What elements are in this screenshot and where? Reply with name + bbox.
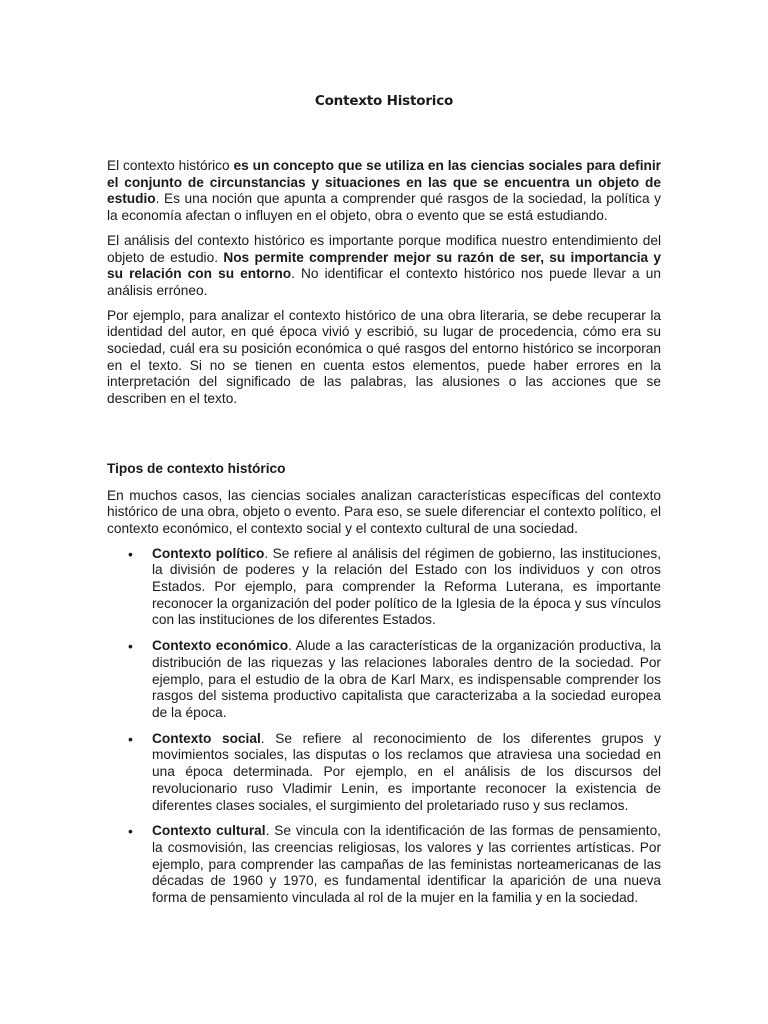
intro-paragraph-3: Por ejemplo, para analizar el contexto histórico de una obra literaria, se debe recuperar la identidad del autor, en qué época vivió y escribió, su lugar de procedencia, cómo era su sociedad, cuál era su posición económica o qué rasgos del entorno histórico se incorporan en el texto. Si no se tienen en cuenta estos elementos, puede haber errores en la interpretación del significado de las palabras, las alusiones o las acciones que se describen en el texto. <box>107 307 661 407</box>
intro-paragraph-2 <box>107 233 661 300</box>
list-item <box>107 731 661 815</box>
list-item-term: Contexto social <box>152 730 261 746</box>
intro-paragraph-1-start: El contexto histórico <box>107 158 234 173</box>
list-item-text: . Se refiere al análisis del régimen de gobierno, las instituciones, la división de poderes y la relación del Estado con los individuos y con otros Estados. Por ejemplo, para comprender la Reforma Luterana, es importante reconocer la organización del poder político de la Iglesia de la época y sus vínculos con las instituciones de los diferentes Estados. <box>152 545 661 628</box>
list-item-text: . Se refiere al reconocimiento de los diferentes grupos y movimientos sociales, las disputas o los reclamos que atraviesa una sociedad en una época determinada. Por ejemplo, en el análisis de los discursos del revolucionario ruso Vladimir Lenin, es importante reconocer la existencia de diferentes clases sociales, el surgimiento del proletariado ruso y sus reclamos. <box>152 730 661 813</box>
intro-paragraph-2-end: . No identificar el contexto histórico nos puede llevar a un análisis erróneo. <box>107 266 661 298</box>
list-item <box>107 638 661 722</box>
list-item <box>107 823 661 907</box>
bullet-icon: • <box>128 823 133 840</box>
bullet-icon: • <box>128 730 133 747</box>
list-item <box>107 546 661 630</box>
types-list <box>107 546 661 907</box>
bullet-icon: • <box>128 638 133 655</box>
list-item-term: Contexto económico <box>152 638 289 654</box>
section-heading: Tipos de contexto histórico <box>107 460 286 476</box>
list-item-term: Contexto político <box>152 545 265 561</box>
bullet-icon: • <box>128 545 133 562</box>
document-body <box>107 158 661 916</box>
section-spacer <box>107 416 661 461</box>
intro-paragraph-2-bold: Nos permite comprender mejor su razón de ser, su importancia y su relación con su entorno <box>107 249 662 282</box>
list-item-term: Contexto cultural <box>152 823 266 839</box>
intro-paragraph-1 <box>107 158 661 225</box>
types-intro-paragraph: En muchos casos, las ciencias sociales analizan características específicas del contexto histórico de una obra, objeto o evento. Para eso, se suele diferenciar el contexto político, el contexto económico, el contexto social y el contexto cultural de una sociedad. <box>107 487 661 536</box>
intro-paragraph-1-end: . Es una noción que apunta a comprender qué rasgos de la sociedad, la política y la economía afectan o influyen en el objeto, obra o evento que se está estudiando. <box>107 191 661 224</box>
page-title: Contexto Historico <box>314 93 454 109</box>
list-item-text: . Se vincula con la identificación de las formas de pensamiento, la cosmovisión, las creencias religiosas, los valores y las corrientes artísticas. Por ejemplo, para comprender las campañas de las feministas norteamericanas de las décadas de 1960 y 1970, es fundamental identificar la aparición de una nueva forma de pensamiento vinculada al rol de la mujer en la familia y en la sociedad. <box>152 823 661 906</box>
list-item-text: . Alude a las características de la organización productiva, la distribución de las riquezas y las relaciones laborales dentro de la sociedad. Por ejemplo, para el estudio de la obra de Karl Marx, es indispensable comprender los rasgos del sistema productivo capitalista que caracterizaba a la sociedad europea de la época. <box>152 638 661 720</box>
intro-paragraph-2-start: El análisis del contexto histórico es importante porque modifica nuestro entendimiento del objeto de estudio. <box>107 232 661 265</box>
intro-paragraph-1-bold: es un concepto que se utiliza en las ciencias sociales para definir el conjunto de circunstancias y situaciones en las que se encuentra un objeto de estudio <box>107 158 661 207</box>
